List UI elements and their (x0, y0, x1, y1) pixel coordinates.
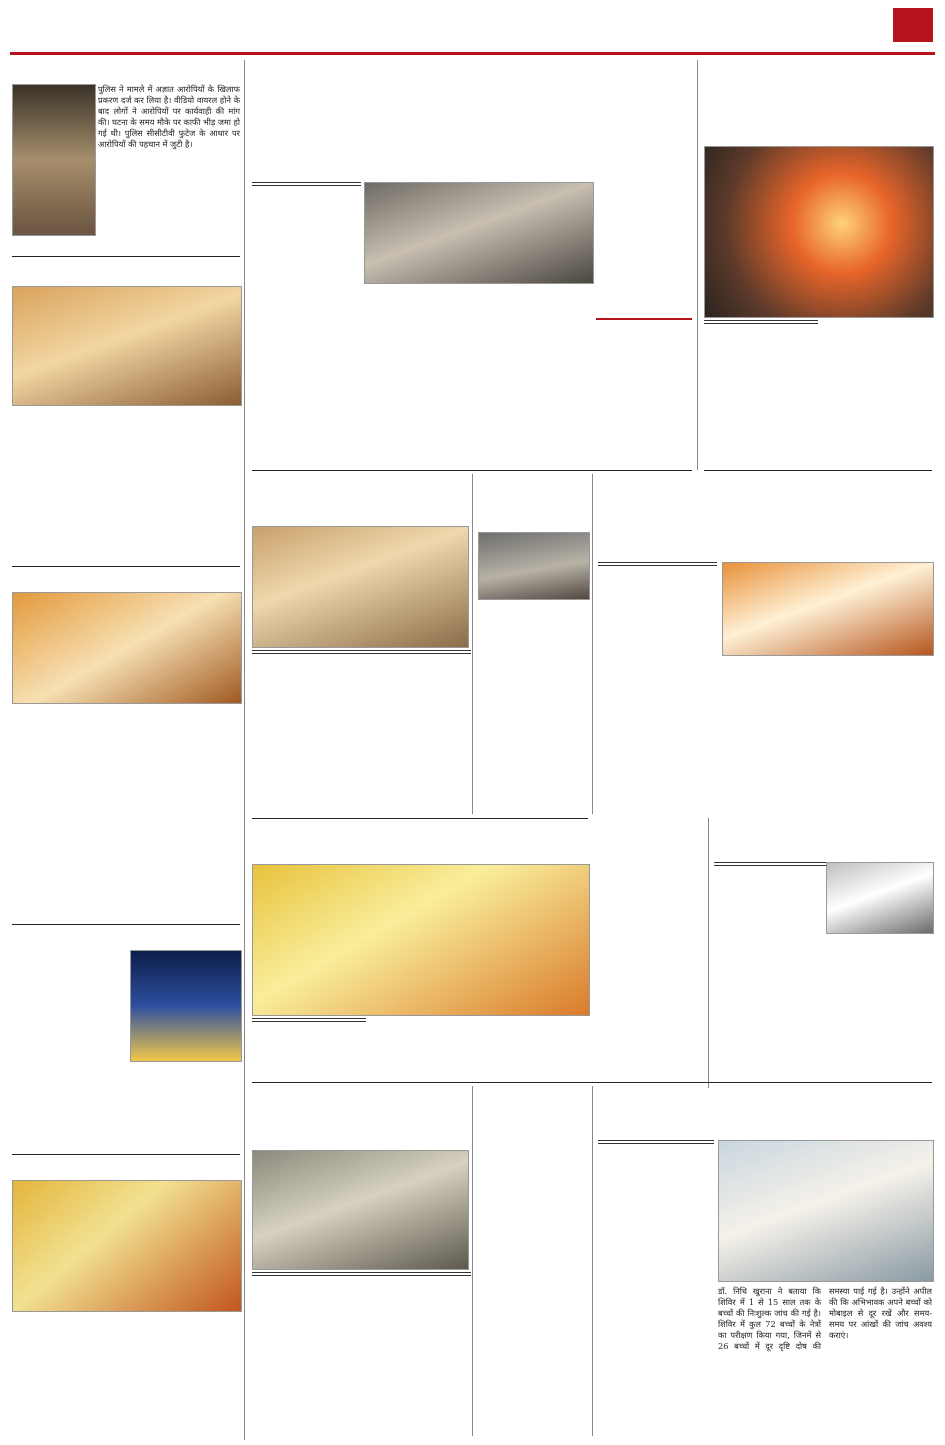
story-mobile-eyes (598, 1090, 932, 1438)
photo-bjp-gaurav (722, 562, 934, 656)
story-hanuman (252, 476, 467, 814)
story-land-fraud (478, 1088, 588, 1438)
body-text (12, 408, 240, 558)
body-col3 (480, 286, 592, 462)
story-body-found (478, 476, 588, 814)
byline (252, 1018, 366, 1022)
story-ramnavami (12, 262, 240, 562)
body-text (478, 602, 588, 812)
box-body (596, 322, 692, 430)
story-coal-train (704, 62, 932, 468)
photo-eye-camp (718, 1140, 934, 1282)
photo-bjp (12, 592, 242, 704)
byline (714, 862, 826, 866)
body-text (478, 1140, 588, 1436)
body-col2 (364, 286, 474, 462)
photo-train-fire (704, 146, 934, 318)
story-bjp-gaurav (598, 476, 932, 726)
story-assault-side: पुलिस ने मामले में अज्ञात आरोपियों के खिलाफ प्रकरण दर्ज कर लिया है। वीडियो वायरल होने के बाद लोगों ने आरोपियों पर कार्यवाही की मांग की। घटना के समय मौके पर काफी भीड़ जमा हो गई थी। पुलिस सीसीटीवी फुटेज के आधार पर आरोपियों की पहचान में जुटी है। (98, 84, 240, 149)
byline (704, 320, 818, 324)
byline (598, 1140, 714, 1144)
story-sahu-samaj (12, 1158, 240, 1438)
story-house-theft (592, 818, 704, 1090)
story-encroachment (252, 60, 692, 465)
byline (252, 1272, 471, 1276)
body-text (12, 950, 124, 1150)
body-text (592, 872, 704, 1088)
photo-procession (12, 1180, 242, 1312)
body-text (704, 350, 932, 468)
photo-hanuman-meeting (252, 526, 469, 648)
photo-accident (478, 532, 590, 600)
byline (252, 182, 361, 186)
story-car-accident (714, 796, 932, 1088)
body-text (252, 676, 467, 812)
body-text (252, 1300, 467, 1436)
body-text (12, 706, 240, 856)
byline (598, 562, 717, 566)
story-kalash-body (252, 1050, 588, 1080)
body-col1 (252, 210, 357, 462)
body-text (714, 890, 932, 1086)
byline (252, 650, 471, 654)
body-text (12, 1314, 240, 1434)
photo-mosque (130, 950, 242, 1062)
body-col1 (598, 1168, 710, 1318)
photo-encroachment (364, 182, 594, 284)
photo-kalash (252, 864, 590, 1016)
story-allah-ibadat (12, 928, 240, 1148)
photo-meeting (12, 286, 242, 406)
body-text (598, 590, 713, 808)
story-kalash-yatra (252, 826, 588, 1054)
story-hut-families (252, 1088, 467, 1438)
masthead (0, 0, 945, 52)
box-action-continue (596, 318, 692, 464)
photo-huts (252, 1150, 469, 1270)
story-bjp-join (12, 570, 240, 910)
body-col4 (596, 182, 692, 312)
body-col2: डॉ. निधि खुराना ने बताया कि शिविर में 1 से 15 साल तक के बच्चों की निःशुल्क जांच की गई है। शिविर में कुल 72 बच्चों के नेत्रों का परीक्षण किया गया, जिनमें से 26 बच्चों में दूर दृष्टि दोष की समस्या पाई गई है। उन्होंने अपील की कि अभिभावक अपने बच्चों को मोबाइल से दूर रखें और समय-समय पर आंखों की जांच अवश्य कराएं। (718, 1286, 932, 1351)
page-number (893, 8, 933, 42)
photo-assault (12, 84, 96, 236)
